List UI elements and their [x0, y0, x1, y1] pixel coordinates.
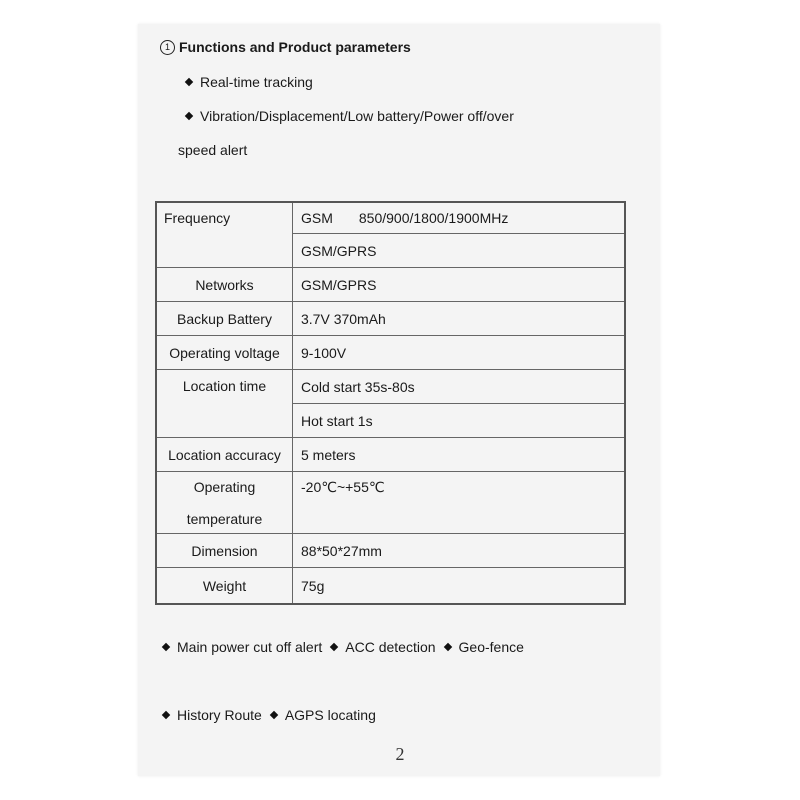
circled-number: 1 — [160, 40, 175, 55]
networks-label: Networks — [156, 268, 293, 302]
table-row — [156, 472, 625, 534]
extra-features-line: History Route AGPS locating — [160, 707, 376, 723]
dimension-value: 88*50*27mm — [293, 534, 626, 568]
battery-label: Backup Battery — [156, 302, 293, 336]
table-row — [156, 568, 625, 605]
diamond-bullet-icon — [270, 711, 278, 719]
diamond-bullet-icon — [443, 643, 451, 651]
frequency-mode: GSM/GPRS — [293, 234, 626, 268]
section-heading — [160, 39, 411, 55]
diamond-bullet-icon — [185, 112, 193, 120]
location-time-label: Location time — [156, 370, 293, 438]
battery-value: 3.7V 370mAh — [293, 302, 626, 336]
dimension-label: Dimension — [156, 534, 293, 568]
location-time-cold: Cold start 35s-80s — [293, 370, 626, 404]
voltage-label: Operating voltage — [156, 336, 293, 370]
table-row — [156, 202, 625, 234]
diamond-bullet-icon — [185, 78, 193, 86]
spec-table — [155, 201, 626, 605]
accuracy-value: 5 meters — [293, 438, 626, 472]
feature-item-continuation: speed alert — [178, 142, 248, 158]
table-row — [156, 370, 625, 404]
diamond-bullet-icon — [162, 711, 170, 719]
page-number: 2 — [395, 744, 405, 764]
table-row — [156, 336, 625, 370]
accuracy-label: Location accuracy — [156, 438, 293, 472]
diamond-bullet-icon — [162, 643, 170, 651]
location-time-hot: Hot start 1s — [293, 404, 626, 438]
frequency-value: GSM 850/900/1800/1900MHz — [293, 202, 626, 234]
section-title: Functions and Product parameters — [179, 39, 411, 55]
frequency-label: Frequency — [156, 202, 293, 268]
feature-item: Vibration/Displacement/Low battery/Power off/over — [183, 108, 514, 124]
weight-value: 75g — [293, 568, 626, 605]
table-row — [156, 302, 625, 336]
table-row — [156, 268, 625, 302]
voltage-value: 9-100V — [293, 336, 626, 370]
table-row — [156, 438, 625, 472]
temperature-label: Operating temperature — [156, 472, 293, 534]
diamond-bullet-icon — [330, 643, 338, 651]
weight-label: Weight — [156, 568, 293, 605]
table-row — [156, 534, 625, 568]
networks-value: GSM/GPRS — [293, 268, 626, 302]
extra-features-line: Main power cut off alert ACC detection Geo-fence — [160, 639, 524, 655]
feature-item: Real-time tracking — [183, 74, 313, 90]
temperature-value: -20℃~+55℃ — [293, 472, 626, 534]
